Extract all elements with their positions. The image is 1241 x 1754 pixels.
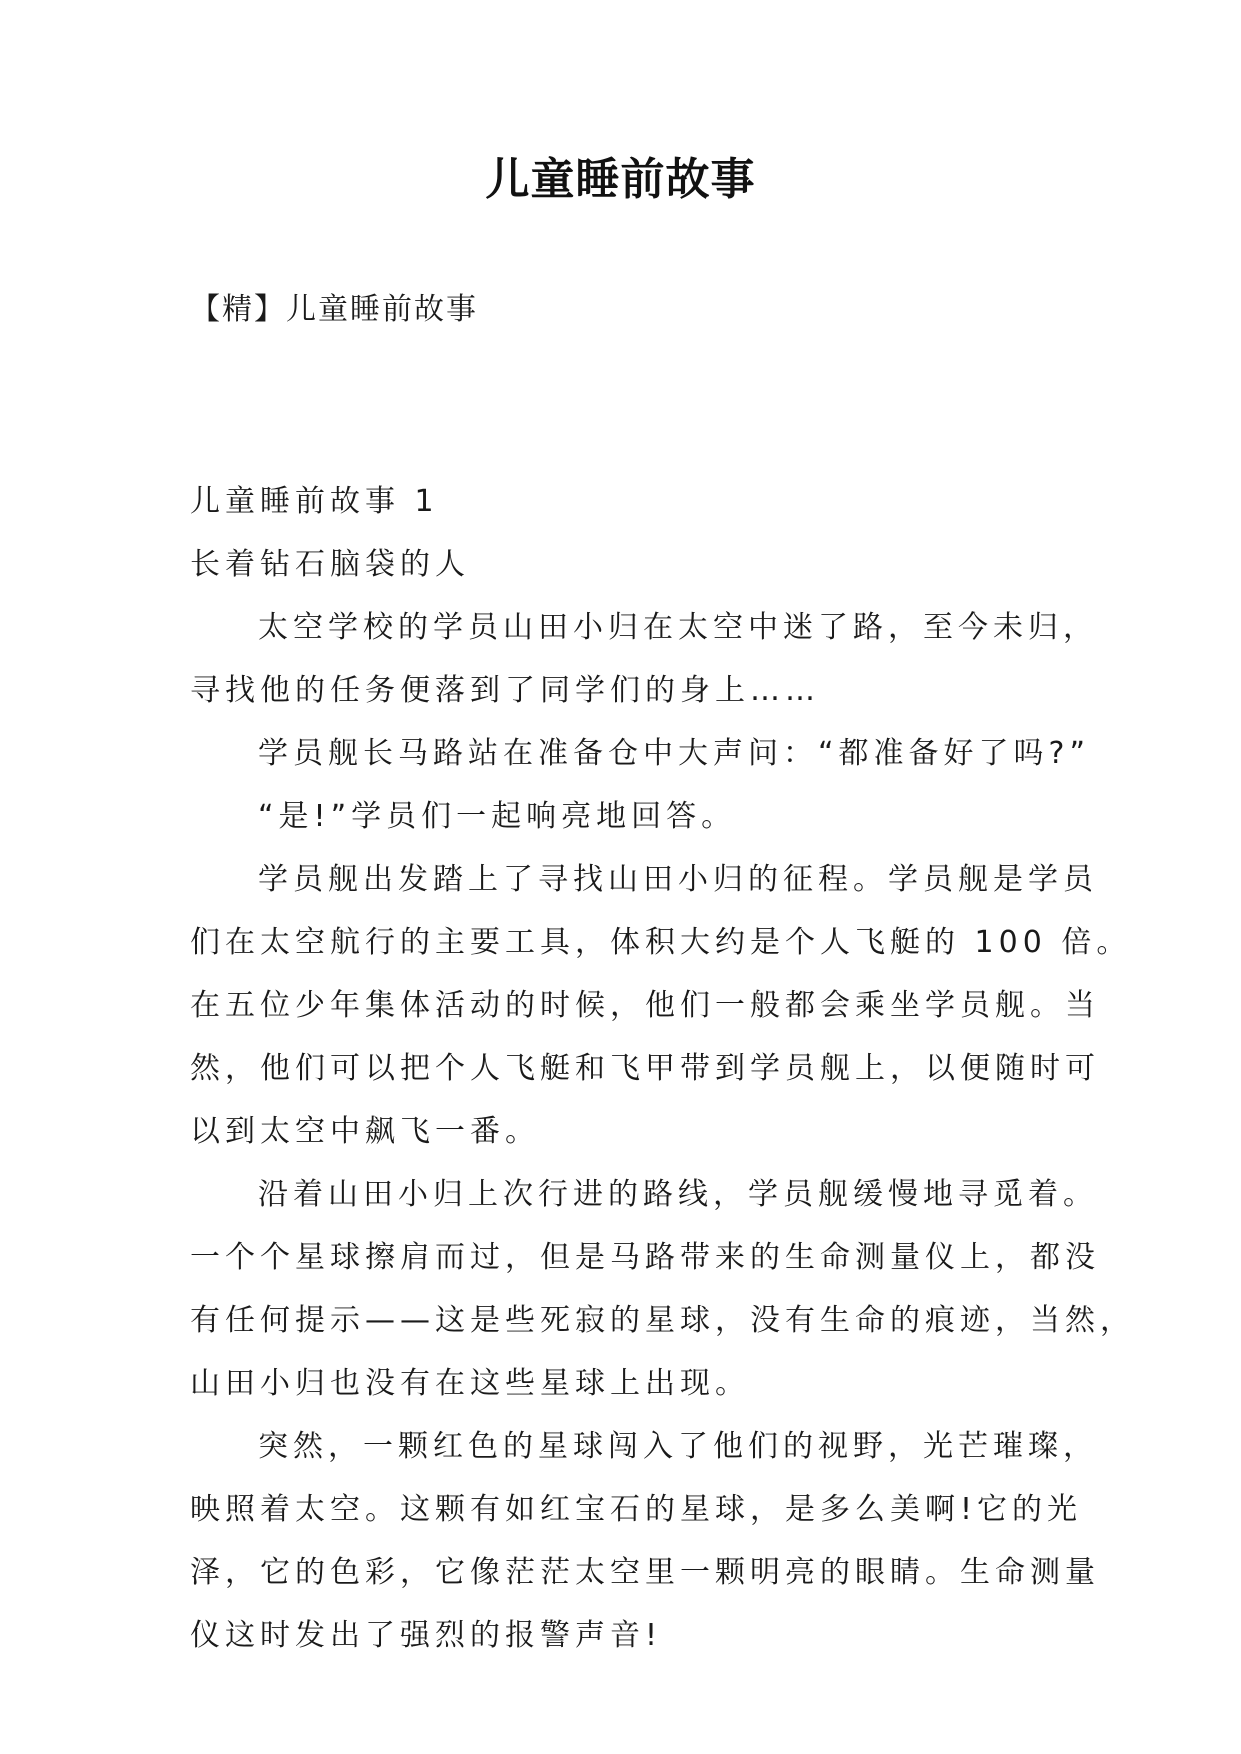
paragraph-line: 沿着山田小归上次行进的路线，学员舰缓慢地寻觅着。	[258, 1177, 1098, 1212]
paragraph	[190, 785, 1070, 848]
paragraph-line: 们在太空航行的主要工具，体积大约是个人飞艇的 100 倍。	[190, 925, 1132, 960]
paragraph	[190, 1415, 1100, 1667]
paragraph-line: 有任何提示——这是些死寂的星球，没有生命的痕迹，当然，	[190, 1303, 1135, 1338]
paragraph-line: 在五位少年集体活动的时候，他们一般都会乘坐学员舰。当	[190, 988, 1100, 1023]
paragraph	[190, 596, 1098, 722]
section-heading: 儿童睡前故事 1	[190, 484, 439, 519]
paragraph-line: 一个个星球擦肩而过，但是马路带来的生命测量仪上，都没	[190, 1240, 1100, 1275]
paragraph-line: 学员舰长马路站在准备仓中大声问：“都准备好了吗?”	[258, 736, 1091, 771]
document-title: 儿童睡前故事	[485, 154, 756, 205]
paragraph-line: 山田小归也没有在这些星球上出现。	[190, 1366, 750, 1401]
paragraph-line: 以到太空中飙飞一番。	[190, 1114, 540, 1149]
paragraph-line: 太空学校的学员山田小归在太空中迷了路，至今未归，	[258, 610, 1098, 645]
paragraph-line: 仪这时发出了强烈的报警声音!	[190, 1618, 663, 1653]
paragraph-line: “是!”学员们一起响亮地回答。	[258, 799, 737, 834]
document-body	[190, 470, 1135, 1667]
paragraph-line: 然，他们可以把个人飞艇和飞甲带到学员舰上，以便随时可	[190, 1051, 1100, 1086]
paragraph-line: 映照着太空。这颗有如红宝石的星球，是多么美啊!它的光	[190, 1492, 1083, 1527]
paragraph	[190, 848, 1132, 1163]
story-title: 长着钻石脑袋的人	[190, 547, 470, 582]
paragraph	[190, 1163, 1135, 1415]
paragraph-line: 泽，它的色彩，它像茫茫太空里一颗明亮的眼睛。生命测量	[190, 1555, 1100, 1590]
paragraph	[190, 722, 1091, 785]
paragraph-line: 寻找他的任务便落到了同学们的身上……	[190, 673, 820, 708]
paragraph-line: 学员舰出发踏上了寻找山田小归的征程。学员舰是学员	[258, 862, 1098, 897]
paragraph-line: 突然，一颗红色的星球闯入了他们的视野，光芒璀璨，	[258, 1429, 1098, 1464]
document-subtitle: 【精】儿童睡前故事	[190, 292, 478, 327]
